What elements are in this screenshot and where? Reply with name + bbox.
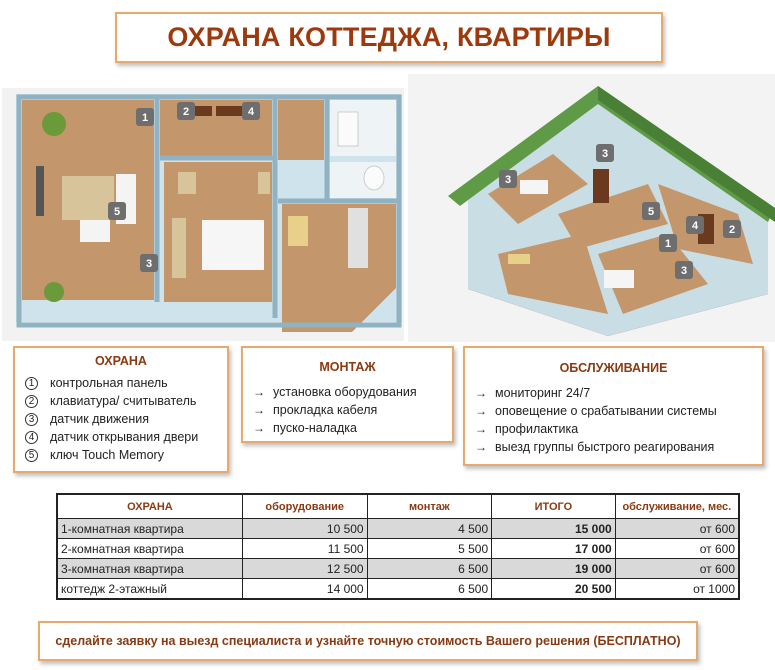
title-box [115, 12, 663, 63]
table-cell: 17 000 [492, 539, 616, 559]
table-cell: 12 500 [242, 559, 367, 579]
security-item [25, 392, 227, 410]
arrow-right-icon: → [475, 422, 487, 436]
column-header: монтаж [367, 494, 492, 519]
table-cell: 10 500 [242, 519, 367, 539]
table-cell: от 600 [615, 539, 739, 559]
table-header-row [57, 494, 739, 519]
service-panel-title: ОБСЛУЖИВАНИЕ [559, 361, 668, 375]
service-item-label: профилактика [495, 422, 579, 436]
cta-text: сделайте заявку на выезд специалиста и узнайте точную стоимость Вашего решения (БЕСПЛАТНО) [55, 634, 681, 648]
house-marker-4: 4 [691, 220, 699, 232]
security-item-label: датчик движения [50, 412, 150, 426]
service-panel [463, 346, 764, 466]
table-cell: 11 500 [242, 539, 367, 559]
arrow-right-icon: → [253, 403, 265, 417]
table-cell: 5 500 [367, 539, 492, 559]
install-list [243, 383, 452, 437]
house-marker-1: 1 [664, 238, 672, 250]
table-cell: 6 500 [367, 579, 492, 600]
table-cell: от 1000 [615, 579, 739, 600]
service-item [475, 384, 762, 402]
table-cell: 15 000 [492, 519, 616, 539]
install-item [253, 419, 452, 437]
security-item [25, 446, 227, 464]
house-marker-3c: 3 [680, 265, 688, 277]
table-cell: 2-комнатная квартира [57, 539, 242, 559]
security-list [15, 374, 227, 464]
number-4-icon: 4 [25, 431, 38, 444]
plan-marker-1: 1 [141, 112, 149, 124]
security-panel-title: ОХРАНА [95, 354, 147, 368]
arrow-right-icon: → [475, 440, 487, 454]
plan-marker-5: 5 [113, 206, 121, 218]
table-row [57, 519, 739, 539]
table-cell: 4 500 [367, 519, 492, 539]
table-row [57, 539, 739, 559]
arrow-right-icon: → [253, 385, 265, 399]
table-cell: 20 500 [492, 579, 616, 600]
plan-marker-3: 3 [145, 258, 153, 270]
plan-marker-2: 2 [182, 106, 190, 118]
security-item [25, 410, 227, 428]
arrow-right-icon: → [475, 404, 487, 418]
arrow-right-icon: → [475, 386, 487, 400]
install-item [253, 383, 452, 401]
service-item-label: оповещение о срабатывании системы [495, 404, 717, 418]
table-cell: 3-комнатная квартира [57, 559, 242, 579]
service-list [465, 384, 762, 456]
security-panel [13, 346, 229, 473]
install-item-label: прокладка кабеля [273, 403, 378, 417]
table-cell: 19 000 [492, 559, 616, 579]
install-panel [241, 346, 454, 443]
floor-plan-illustration [2, 88, 404, 341]
table-cell: от 600 [615, 519, 739, 539]
page-title: ОХРАНА КОТТЕДЖА, КВАРТИРЫ [167, 22, 611, 52]
plan-marker-4: 4 [247, 106, 255, 118]
number-5-icon: 5 [25, 449, 38, 462]
house-marker-5: 5 [647, 206, 655, 218]
number-2-icon: 2 [25, 395, 38, 408]
security-item-label: клавиатура/ считыватель [50, 394, 197, 408]
service-item-label: выезд группы быстрого реагирования [495, 440, 715, 454]
security-item [25, 374, 227, 392]
table-cell: 1-комнатная квартира [57, 519, 242, 539]
number-1-icon: 1 [25, 377, 38, 390]
security-item [25, 428, 227, 446]
house-marker-3a: 3 [601, 148, 609, 160]
house-illustration [408, 74, 775, 342]
service-item-label: мониторинг 24/7 [495, 386, 591, 400]
security-item-label: контрольная панель [50, 376, 168, 390]
number-3-icon: 3 [25, 413, 38, 426]
arrow-right-icon: → [253, 421, 265, 435]
service-item [475, 438, 762, 456]
table-cell: от 600 [615, 559, 739, 579]
security-item-label: ключ Touch Memory [50, 448, 164, 462]
service-item [475, 402, 762, 420]
column-header: обслуживание, мес. [615, 494, 739, 519]
install-item-label: пуско-наладка [273, 421, 357, 435]
column-header: оборудование [242, 494, 367, 519]
table-row [57, 579, 739, 600]
install-panel-title: МОНТАЖ [319, 360, 376, 374]
install-item [253, 401, 452, 419]
table-row [57, 559, 739, 579]
install-item-label: установка оборудования [273, 385, 417, 399]
column-header: ИТОГО [492, 494, 616, 519]
security-item-label: датчик открывания двери [50, 430, 199, 444]
house-marker-3b: 3 [504, 174, 512, 186]
table-cell: коттедж 2-этажный [57, 579, 242, 600]
column-header: ОХРАНА [57, 494, 242, 519]
service-item [475, 420, 762, 438]
price-table [56, 493, 740, 600]
table-cell: 6 500 [367, 559, 492, 579]
house-marker-2: 2 [728, 224, 736, 236]
table-cell: 14 000 [242, 579, 367, 600]
cta-box [38, 621, 698, 661]
